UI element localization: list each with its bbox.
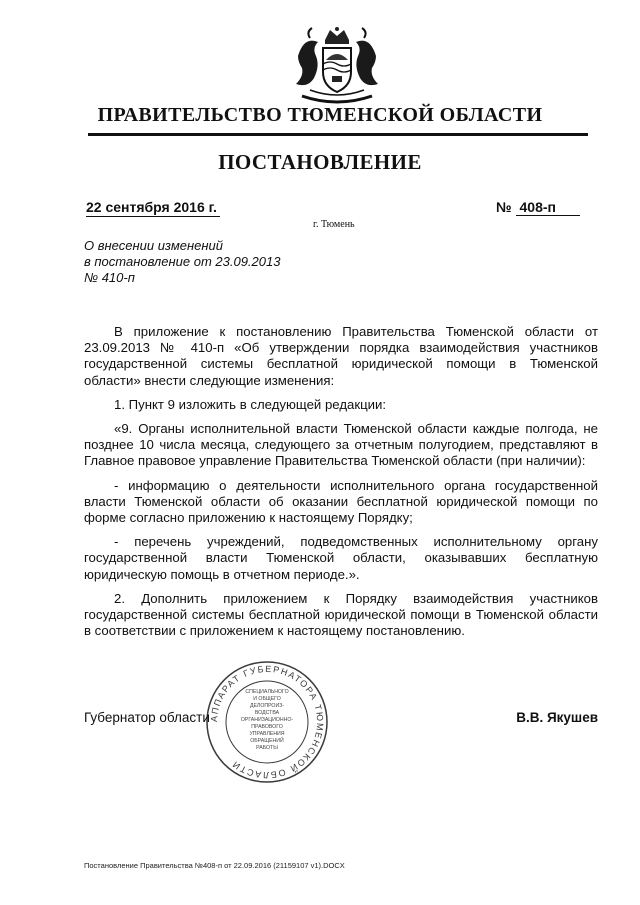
- seal-ring-text: АППАРАТ ГУБЕРНАТОРА ТЮМЕНСКОЙ ОБЛАСТИ: [208, 663, 326, 781]
- document-number-value: 408-п: [516, 199, 580, 216]
- seal-center-line: РАБОТЫ: [256, 745, 278, 751]
- document-number-prefix: №: [496, 199, 512, 215]
- body-paragraph: - информацию о деятельности исполнительного органа государственной власти Тюменской области об оказании бесплатной юридической помощи по форме согласно приложению к настоящему Порядку;: [84, 477, 598, 526]
- body-paragraph: В приложение к постановлению Правительства Тюменской области от 23.09.2013 № 410-п «Об утверждении порядка взаимодействия участников государственной системы бесплатной юридической помощи в Тюменской области» внести следующие изменения:: [84, 324, 598, 388]
- document-body: [84, 324, 598, 647]
- subject-line: О внесении изменений: [84, 238, 223, 253]
- seal-center-line: ВОДСТВА: [254, 710, 280, 716]
- subject-line: в постановление от 23.09.2013: [84, 254, 281, 269]
- government-title: ПРАВИТЕЛЬСТВО ТЮМЕНСКОЙ ОБЛАСТИ: [97, 104, 543, 126]
- document-subject: [84, 238, 344, 286]
- seal-center-line: ПРАВОВОГО: [251, 724, 283, 730]
- document-type-heading: ПОСТАНОВЛЕНИЕ: [218, 150, 422, 174]
- seal-center-line: И ОБЩЕГО: [253, 696, 281, 702]
- body-paragraph: 2. Дополнить приложением к Порядку взаимодействия участников государственной системы бесплатной юридической помощи в Тюменской области в соответствии с приложением к настоящему постановлению.: [84, 590, 598, 639]
- title-divider: [88, 133, 588, 136]
- signature-title: Губернатор области: [84, 710, 210, 725]
- seal-center-line: ОРГАНИЗАЦИОННО-: [240, 717, 294, 723]
- seal-center-line: ОБРАЩЕНИЙ: [250, 738, 284, 744]
- official-seal-icon: [205, 660, 329, 784]
- body-paragraph: - перечень учреждений, подведомственных исполнительному органу государственной власти Тюменской области, оказывавших бесплатную юридическую помощь в отчетном периоде.».: [84, 534, 598, 582]
- body-paragraph: 1. Пункт 9 изложить в следующей редакции:: [114, 396, 387, 412]
- tyumen-coat-of-arms-icon: [290, 26, 384, 108]
- document-date: 22 сентября 2016 г.: [86, 199, 220, 217]
- signature-name: В.В. Якушев: [516, 710, 598, 725]
- seal-center-line: СПЕЦИАЛЬНОГО: [245, 689, 289, 695]
- body-paragraph: «9. Органы исполнительной власти Тюменской области каждые полгода, не позднее 10 числа месяца, следующего за отчетным полугодием, представляют в Главное правовое управление Правительства Тюменской области (при наличии):: [84, 421, 598, 469]
- document-number: [496, 199, 580, 216]
- document-city: г. Тюмень: [313, 219, 355, 230]
- seal-center-line: ДЕЛОПРОИЗ-: [249, 703, 285, 709]
- subject-line: № 410-п: [84, 270, 135, 285]
- seal-center-line: УПРАВЛЕНИЯ: [249, 731, 285, 737]
- document-footer: Постановление Правительства №408-п от 22.09.2016 (21159107 v1).DOCX: [84, 861, 345, 870]
